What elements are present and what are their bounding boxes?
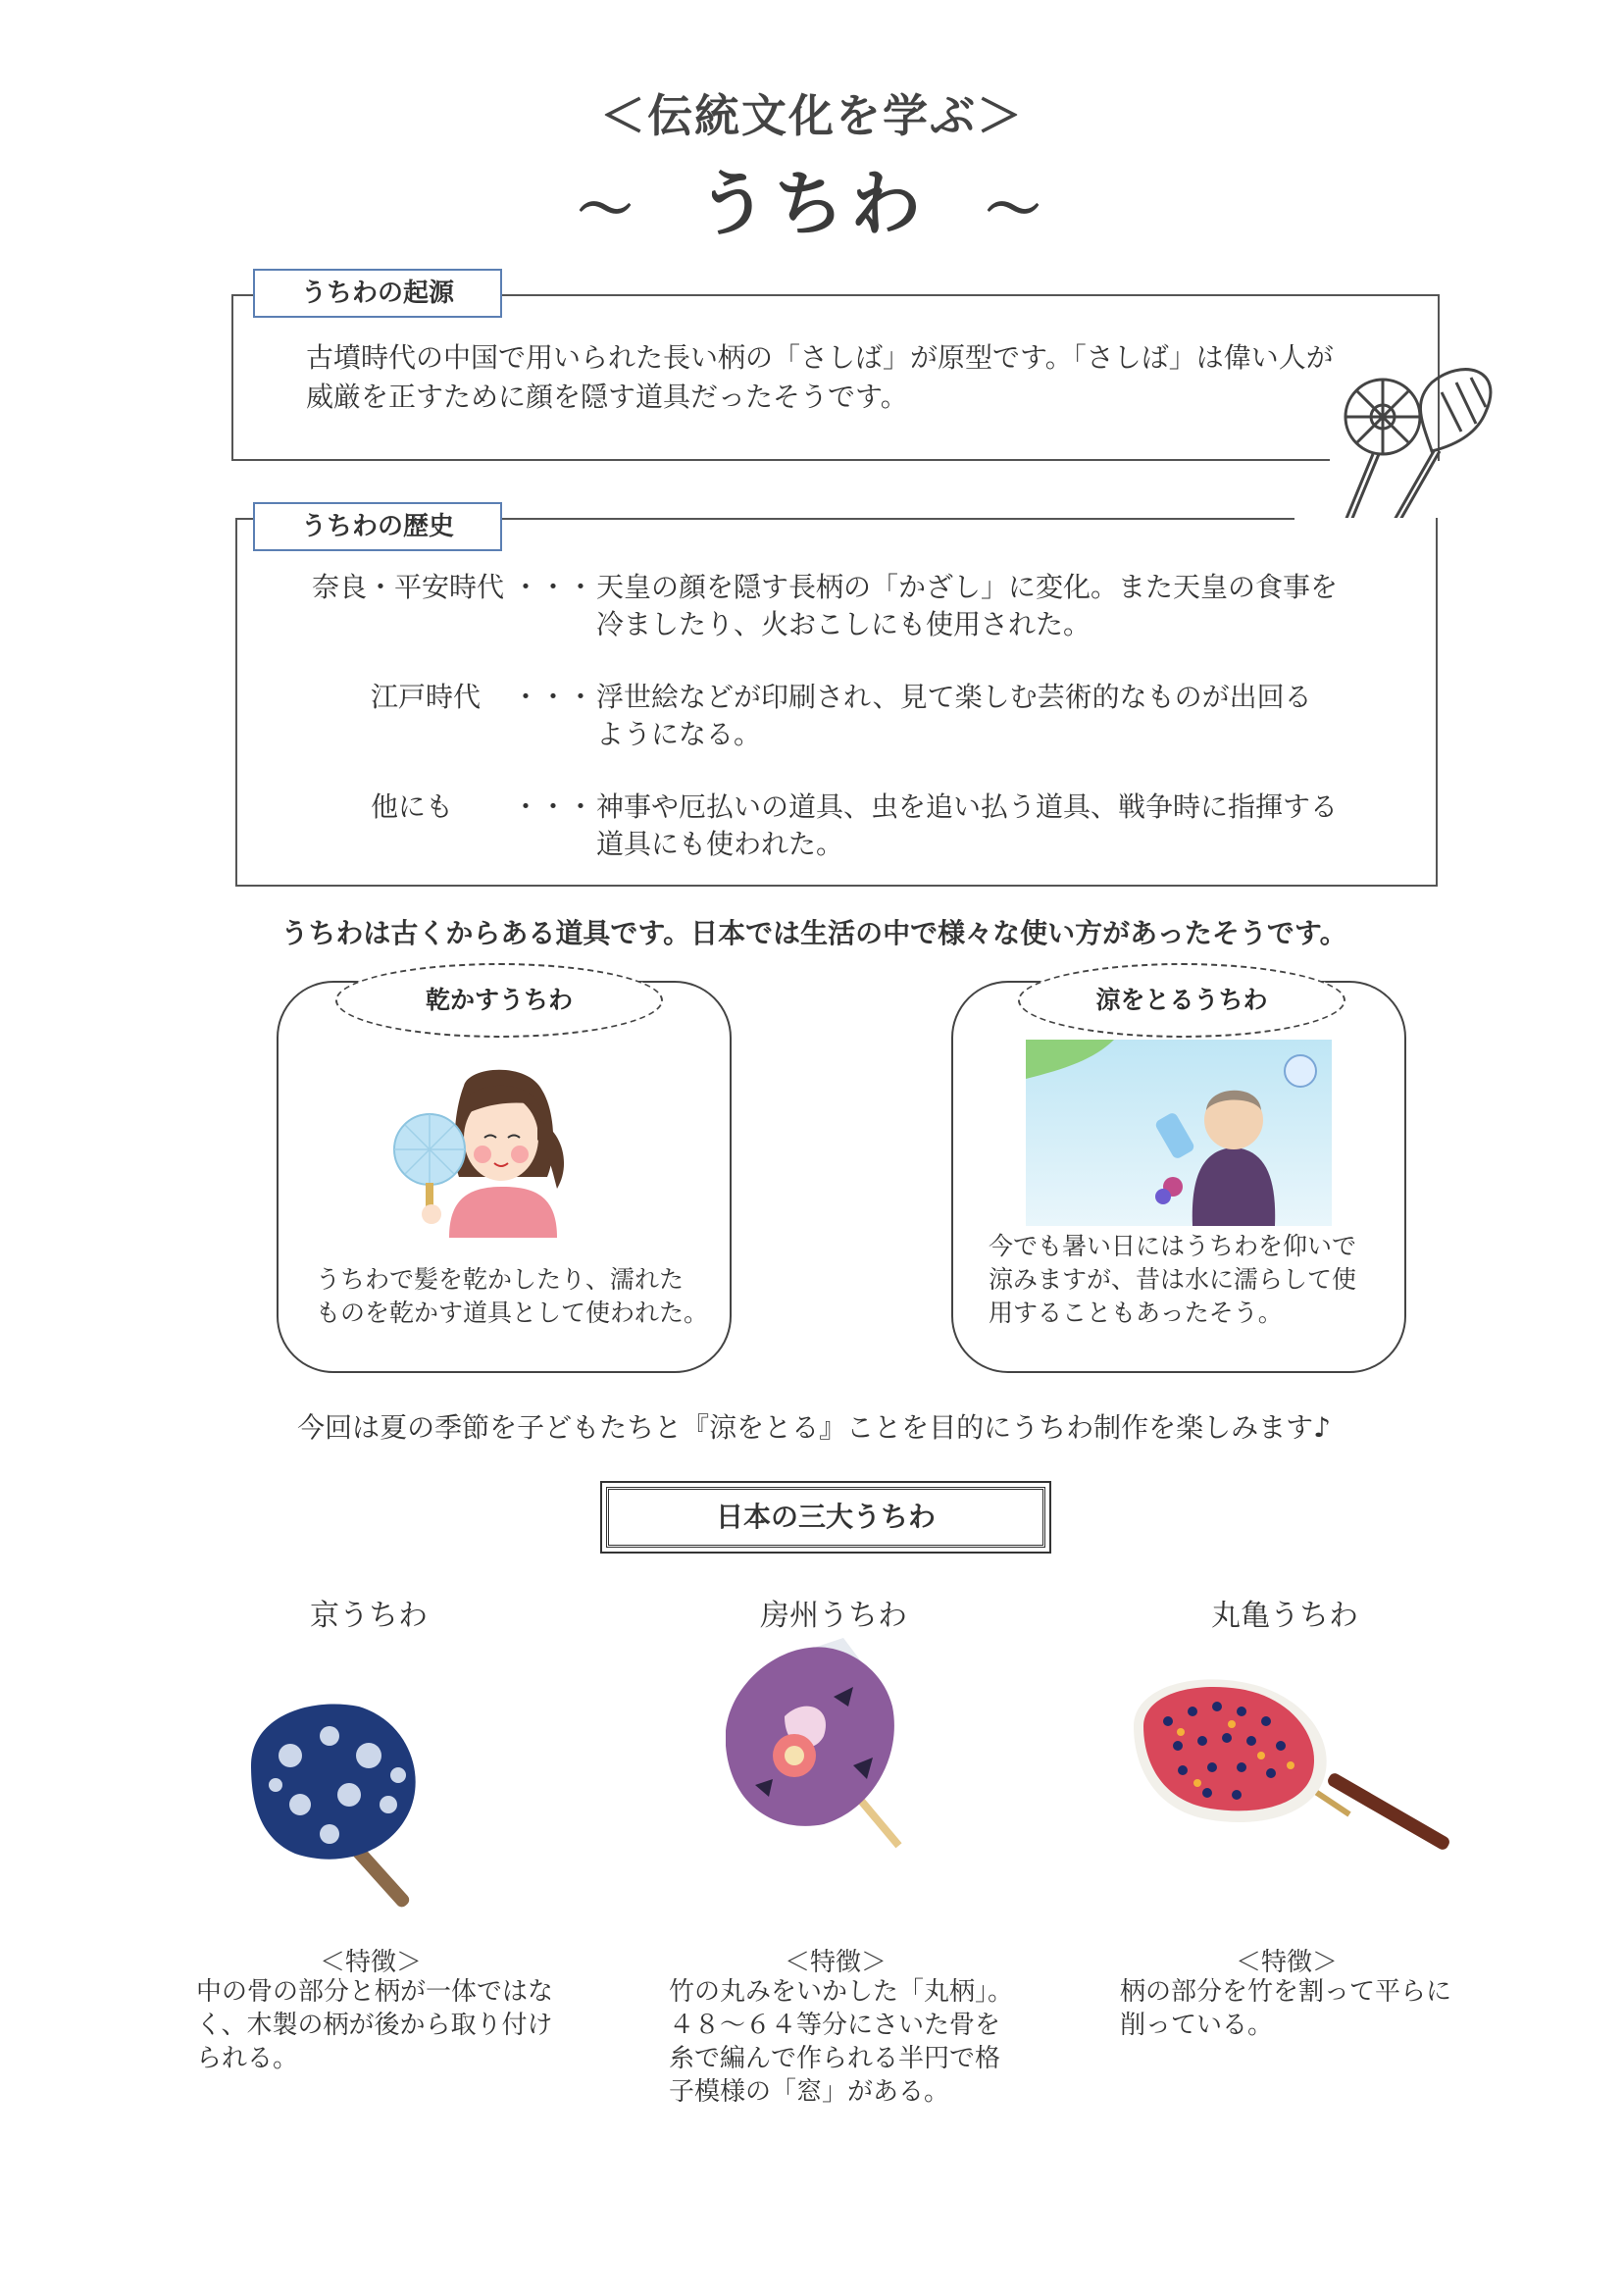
feature-line: 竹の丸みをいかした「丸柄」。 xyxy=(669,1977,1014,2007)
elder-cooling-illustration xyxy=(1026,1040,1332,1226)
three-fans-title: 日本の三大うちわ xyxy=(606,1487,1045,1548)
feature-text-marugame xyxy=(1120,1975,1493,2042)
page-subtitle: ＜伝統文化を学ぶ＞ xyxy=(600,89,1024,142)
origin-line-1: 古墳時代の中国で用いられた長い柄の「さしば」が原型です。「さしば」は偉い人が xyxy=(306,341,1334,374)
feature-line: く、木製の柄が後から取り付け xyxy=(196,2011,553,2040)
origin-text xyxy=(306,338,1434,417)
cooling-panel-title: 涼をとるうちわ xyxy=(1018,963,1345,1038)
history-row-nara xyxy=(0,569,1624,647)
drying-panel-text xyxy=(316,1263,728,1330)
history-desc-2: 冷ましたり、火おこしにも使用された。 xyxy=(596,608,1091,640)
title-tilde-left: ～ xyxy=(577,178,638,242)
history-dots: ・・・ xyxy=(512,681,595,713)
feature-head-marugame: ＜特徴＞ xyxy=(1235,1948,1338,1977)
history-desc-1: 天皇の顔を隠す長柄の「かざし」に変化。また天皇の食事を xyxy=(596,571,1339,603)
history-era: 江戸時代 xyxy=(371,681,482,713)
title-tilde-right: ～ xyxy=(986,178,1046,242)
page-title xyxy=(0,147,1624,249)
purpose-text: 今回は夏の季節を子どもたちと『涼をとる』ことを目的にうちわ制作を楽しみます♪ xyxy=(297,1411,1331,1444)
feature-line: 中の骨の部分と柄が一体ではな xyxy=(196,1977,554,2007)
drying-text-line-2: ものを乾かす道具として使われた。 xyxy=(316,1299,709,1327)
title-text: うちわ xyxy=(696,163,927,245)
cooling-text-line-1: 今でも暑い日にはうちわを仰いで xyxy=(989,1232,1357,1260)
feature-head-boshu: ＜特徴＞ xyxy=(784,1948,887,1977)
cooling-text-line-3: 用することもあったそう。 xyxy=(989,1299,1283,1327)
feature-line: られる。 xyxy=(196,2044,299,2073)
feature-text-boshu xyxy=(669,1975,1041,2109)
cooling-panel-text xyxy=(989,1230,1400,1330)
cooling-text-line-2: 涼みますが、昔は水に濡らして使 xyxy=(989,1265,1357,1294)
feature-line: 削っている。 xyxy=(1120,2011,1274,2040)
fan-name-boshu: 房州うちわ xyxy=(760,1599,907,1633)
kyo-uchiwa-image xyxy=(241,1697,457,1912)
history-desc-1: 神事や厄払いの道具、虫を追い払う道具、戦争時に指揮する xyxy=(596,790,1339,823)
history-row-other xyxy=(0,789,1624,867)
history-row-edo xyxy=(0,679,1624,757)
feature-text-kyo xyxy=(196,1975,569,2075)
fan-name-kyo: 京うちわ xyxy=(310,1599,428,1633)
origin-label: うちわの起源 xyxy=(253,269,502,318)
feature-line: ４８～６４等分にさいた骨を xyxy=(669,2011,1001,2040)
history-desc-2: 道具にも使われた。 xyxy=(596,828,844,860)
feature-head-kyo: ＜特徴＞ xyxy=(319,1948,422,1977)
feature-line: 糸で編んで作られる半円で格 xyxy=(669,2044,1001,2073)
drying-text-line-1: うちわで髪を乾かしたり、濡れた xyxy=(316,1265,685,1294)
history-dots: ・・・ xyxy=(512,790,595,823)
history-label: うちわの歴史 xyxy=(253,502,502,551)
history-desc-1: 浮世絵などが印刷され、見て楽しむ芸術的なものが出回る xyxy=(596,681,1312,713)
boshu-uchiwa-image xyxy=(726,1638,981,1863)
usage-note: うちわは古くからある道具です。日本では生活の中で様々な使い方があったそうです。 xyxy=(280,917,1347,949)
origin-box-bottom-line xyxy=(231,459,1330,461)
feature-line: 柄の部分を竹を割って平らに xyxy=(1120,1977,1452,2007)
feature-line: 子模様の「窓」がある。 xyxy=(669,2077,950,2107)
history-era: 他にも xyxy=(371,790,454,823)
history-dots: ・・・ xyxy=(512,571,595,603)
marugame-uchiwa-image xyxy=(1124,1667,1457,1893)
girl-with-fan-illustration xyxy=(390,1061,586,1238)
drying-panel-title: 乾かすうちわ xyxy=(335,963,663,1038)
history-era: 奈良・平安時代 xyxy=(312,571,505,603)
origin-line-2: 威厳を正すために顔を隠す道具だったそうです。 xyxy=(306,381,908,413)
fan-name-marugame: 丸亀うちわ xyxy=(1211,1599,1358,1633)
history-desc-2: ようになる。 xyxy=(596,718,762,750)
